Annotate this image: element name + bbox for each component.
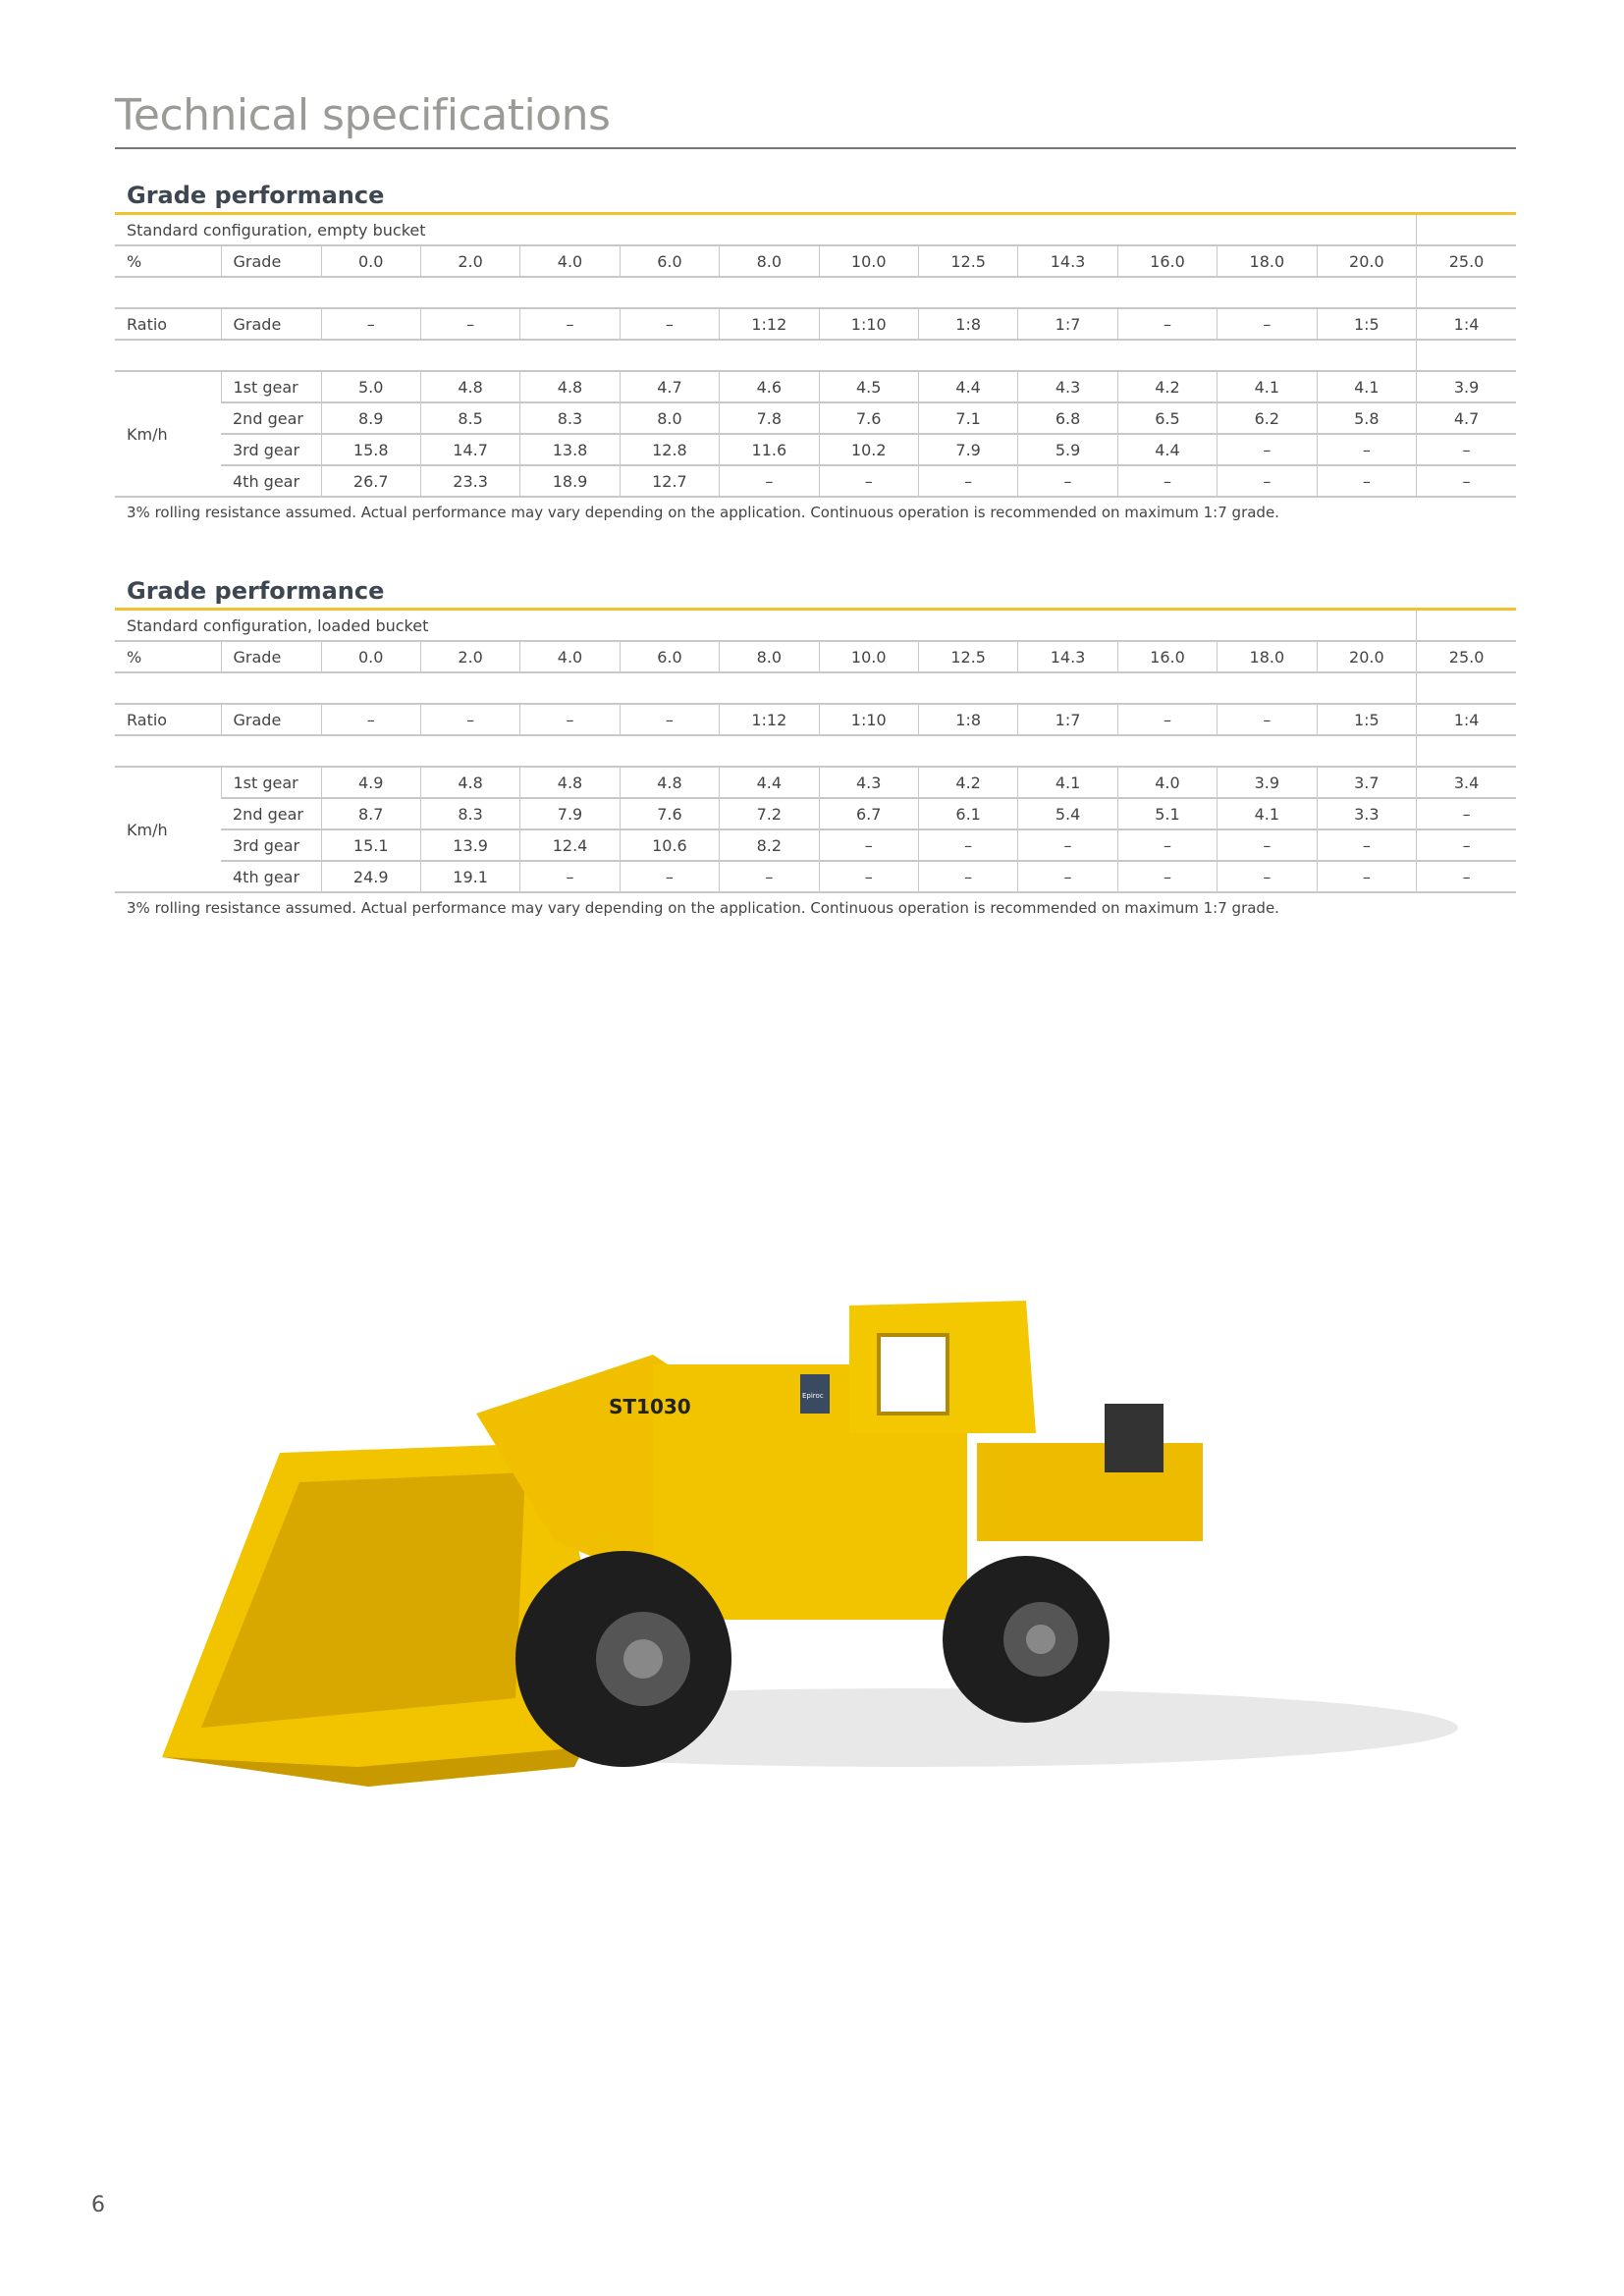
ratio-value: – — [420, 308, 519, 340]
blank-cell — [115, 340, 1417, 371]
speed-value: 14.7 — [420, 434, 519, 465]
row-sublabel: Grade — [221, 308, 321, 340]
speed-value: 4.6 — [720, 371, 819, 402]
speed-value: – — [1218, 861, 1317, 892]
ratio-value: 1:7 — [1018, 308, 1117, 340]
gear-label: 1st gear — [221, 767, 321, 798]
grade-value: 4.0 — [520, 641, 620, 672]
grade-value: 20.0 — [1317, 641, 1417, 672]
speed-value: – — [1117, 829, 1217, 861]
gear-label: 2nd gear — [221, 798, 321, 829]
speed-value: 8.2 — [720, 829, 819, 861]
speed-value: 23.3 — [420, 465, 519, 497]
grade-performance-empty — [115, 179, 1516, 527]
page-title: Technical specifications — [115, 90, 611, 140]
speed-value: 13.9 — [420, 829, 519, 861]
speed-value: – — [1018, 861, 1117, 892]
ratio-value: 1:8 — [918, 704, 1017, 735]
row-label: % — [115, 641, 221, 672]
speed-value: 5.1 — [1117, 798, 1217, 829]
blank-cell — [115, 277, 1417, 308]
speed-value: 4.2 — [1117, 371, 1217, 402]
underground-loader-image — [162, 1296, 1478, 1816]
grade-table — [115, 215, 1516, 498]
gear-row — [115, 861, 1516, 892]
grade-ratio-row — [115, 704, 1516, 735]
table-note: 3% rolling resistance assumed. Actual performance may vary depending on the application. Continuous operation is recommended on maximum 1:7 grade. — [127, 504, 1279, 521]
speed-value: 8.9 — [321, 402, 420, 434]
ratio-value: – — [321, 308, 420, 340]
speed-value: 4.9 — [321, 767, 420, 798]
speed-value: 15.1 — [321, 829, 420, 861]
speed-value: – — [819, 465, 918, 497]
speed-value: 10.6 — [620, 829, 719, 861]
ratio-value: 1:5 — [1317, 308, 1417, 340]
spacer-row — [115, 340, 1516, 371]
speed-value: 3.4 — [1417, 767, 1516, 798]
row-label: Ratio — [115, 704, 221, 735]
grade-value: 4.0 — [520, 245, 620, 277]
ratio-value: – — [1218, 704, 1317, 735]
speed-value: 4.3 — [1018, 371, 1117, 402]
speed-value: – — [1317, 434, 1417, 465]
speed-value: 4.8 — [520, 767, 620, 798]
blank-cell — [1417, 672, 1516, 704]
grade-percent-row — [115, 245, 1516, 277]
speed-value: 7.6 — [819, 402, 918, 434]
row-sublabel: Grade — [221, 641, 321, 672]
section-heading: Grade performance — [127, 182, 385, 209]
speed-value: – — [918, 861, 1017, 892]
spacer-row — [115, 735, 1516, 767]
ratio-value: 1:5 — [1317, 704, 1417, 735]
speed-value: – — [620, 861, 719, 892]
speed-value: 3.9 — [1417, 371, 1516, 402]
speed-value: 15.8 — [321, 434, 420, 465]
speed-value: 4.1 — [1218, 371, 1317, 402]
speed-value: 12.7 — [620, 465, 719, 497]
caption-row — [115, 611, 1516, 641]
speed-value: 6.8 — [1018, 402, 1117, 434]
speed-value: 12.4 — [520, 829, 620, 861]
speed-value: 8.0 — [620, 402, 719, 434]
speed-unit-label: Km/h — [115, 767, 221, 892]
section-heading: Grade performance — [127, 577, 385, 605]
speed-value: 7.1 — [918, 402, 1017, 434]
ratio-value: 1:4 — [1417, 308, 1516, 340]
grade-value: 20.0 — [1317, 245, 1417, 277]
grade-value: 10.0 — [819, 641, 918, 672]
speed-value: 3.3 — [1317, 798, 1417, 829]
speed-value: – — [918, 829, 1017, 861]
speed-value: 8.5 — [420, 402, 519, 434]
speed-value: – — [1317, 829, 1417, 861]
speed-value: 6.2 — [1218, 402, 1317, 434]
ratio-value: – — [321, 704, 420, 735]
grade-value: 0.0 — [321, 641, 420, 672]
grade-value: 16.0 — [1117, 245, 1217, 277]
speed-value: – — [1417, 861, 1516, 892]
speed-value: 4.0 — [1117, 767, 1217, 798]
grade-value: 2.0 — [420, 641, 519, 672]
speed-value: – — [720, 465, 819, 497]
ratio-value: – — [1218, 308, 1317, 340]
ratio-value: 1:12 — [720, 704, 819, 735]
gear-label: 2nd gear — [221, 402, 321, 434]
grade-table — [115, 611, 1516, 893]
grade-value: 12.5 — [918, 641, 1017, 672]
ratio-value: – — [620, 704, 719, 735]
grade-value: 2.0 — [420, 245, 519, 277]
speed-value: 5.4 — [1018, 798, 1117, 829]
speed-value: 4.1 — [1018, 767, 1117, 798]
grade-value: 0.0 — [321, 245, 420, 277]
ratio-value: 1:4 — [1417, 704, 1516, 735]
speed-value: – — [1218, 465, 1317, 497]
speed-value: 5.8 — [1317, 402, 1417, 434]
speed-value: 5.0 — [321, 371, 420, 402]
title-divider — [115, 147, 1516, 149]
speed-value: 19.1 — [420, 861, 519, 892]
gear-row — [115, 434, 1516, 465]
speed-value: 8.3 — [520, 402, 620, 434]
spacer-row — [115, 672, 1516, 704]
blank-cell — [115, 735, 1417, 767]
speed-value: 13.8 — [520, 434, 620, 465]
gear-row — [115, 371, 1516, 402]
speed-value: 3.7 — [1317, 767, 1417, 798]
grade-value: 14.3 — [1018, 245, 1117, 277]
gear-label: 3rd gear — [221, 829, 321, 861]
speed-value: – — [1018, 465, 1117, 497]
speed-value: 4.8 — [420, 767, 519, 798]
ratio-value: – — [620, 308, 719, 340]
speed-value: – — [918, 465, 1017, 497]
table-caption: Standard configuration, loaded bucket — [115, 611, 1417, 641]
blank-cell — [115, 672, 1417, 704]
speed-value: 4.7 — [1417, 402, 1516, 434]
speed-value: – — [720, 861, 819, 892]
blank-cell — [1417, 340, 1516, 371]
speed-value: 7.6 — [620, 798, 719, 829]
speed-value: 4.4 — [720, 767, 819, 798]
ratio-value: 1:12 — [720, 308, 819, 340]
gear-label: 3rd gear — [221, 434, 321, 465]
gear-row — [115, 767, 1516, 798]
speed-value: 7.9 — [918, 434, 1017, 465]
table-caption: Standard configuration, empty bucket — [115, 215, 1417, 245]
grade-percent-row — [115, 641, 1516, 672]
speed-value: 4.8 — [520, 371, 620, 402]
speed-value: 4.8 — [420, 371, 519, 402]
table-note: 3% rolling resistance assumed. Actual performance may vary depending on the application. Continuous operation is recommended on maximum 1:7 grade. — [127, 899, 1279, 917]
speed-value: 6.5 — [1117, 402, 1217, 434]
speed-value: – — [1317, 861, 1417, 892]
ratio-value: 1:10 — [819, 308, 918, 340]
speed-value: 7.9 — [520, 798, 620, 829]
gear-row — [115, 798, 1516, 829]
gear-label: 1st gear — [221, 371, 321, 402]
speed-value: 8.3 — [420, 798, 519, 829]
speed-value: 3.9 — [1218, 767, 1317, 798]
ratio-value: 1:8 — [918, 308, 1017, 340]
grade-value: 14.3 — [1018, 641, 1117, 672]
speed-value: 4.1 — [1218, 798, 1317, 829]
speed-value: – — [1218, 829, 1317, 861]
blank-cell — [1417, 215, 1516, 245]
grade-value: 8.0 — [720, 641, 819, 672]
grade-value: 6.0 — [620, 641, 719, 672]
page-number: 6 — [91, 2193, 105, 2217]
blank-cell — [1417, 611, 1516, 641]
speed-value: – — [1018, 829, 1117, 861]
blank-cell — [1417, 277, 1516, 308]
model-label: ST1030 — [609, 1395, 691, 1418]
speed-value: 4.4 — [918, 371, 1017, 402]
speed-value: 4.2 — [918, 767, 1017, 798]
speed-value: – — [1417, 434, 1516, 465]
speed-value: – — [819, 829, 918, 861]
speed-value: 4.3 — [819, 767, 918, 798]
brand-label: Epiroc — [802, 1392, 824, 1400]
grade-value: 16.0 — [1117, 641, 1217, 672]
speed-value: 6.7 — [819, 798, 918, 829]
speed-value: 26.7 — [321, 465, 420, 497]
speed-value: – — [1117, 861, 1217, 892]
gear-row — [115, 829, 1516, 861]
grade-value: 10.0 — [819, 245, 918, 277]
speed-value: – — [1317, 465, 1417, 497]
ratio-value: – — [520, 704, 620, 735]
speed-value: 10.2 — [819, 434, 918, 465]
speed-value: 7.2 — [720, 798, 819, 829]
speed-value: 8.7 — [321, 798, 420, 829]
row-sublabel: Grade — [221, 245, 321, 277]
spacer-row — [115, 277, 1516, 308]
grade-value: 25.0 — [1417, 245, 1516, 277]
speed-value: 7.8 — [720, 402, 819, 434]
speed-value: – — [1417, 798, 1516, 829]
grade-performance-loaded — [115, 574, 1516, 923]
gear-row — [115, 402, 1516, 434]
speed-value: 4.1 — [1317, 371, 1417, 402]
speed-value: – — [819, 861, 918, 892]
speed-value: 5.9 — [1018, 434, 1117, 465]
speed-value: 4.8 — [620, 767, 719, 798]
ratio-value: – — [1117, 308, 1217, 340]
grade-value: 18.0 — [1218, 245, 1317, 277]
speed-unit-label: Km/h — [115, 371, 221, 497]
gear-row — [115, 465, 1516, 497]
grade-value: 6.0 — [620, 245, 719, 277]
speed-value: – — [520, 861, 620, 892]
speed-value: 4.4 — [1117, 434, 1217, 465]
caption-row — [115, 215, 1516, 245]
grade-value: 8.0 — [720, 245, 819, 277]
row-label: % — [115, 245, 221, 277]
row-label: Ratio — [115, 308, 221, 340]
speed-value: – — [1117, 465, 1217, 497]
speed-value: – — [1417, 829, 1516, 861]
speed-value: 4.5 — [819, 371, 918, 402]
ratio-value: – — [1117, 704, 1217, 735]
gear-label: 4th gear — [221, 861, 321, 892]
ratio-value: 1:10 — [819, 704, 918, 735]
speed-value: 24.9 — [321, 861, 420, 892]
speed-value: 6.1 — [918, 798, 1017, 829]
grade-value: 12.5 — [918, 245, 1017, 277]
speed-value: 4.7 — [620, 371, 719, 402]
speed-value: 18.9 — [520, 465, 620, 497]
grade-ratio-row — [115, 308, 1516, 340]
blank-cell — [1417, 735, 1516, 767]
speed-value: – — [1218, 434, 1317, 465]
ratio-value: – — [420, 704, 519, 735]
ratio-value: 1:7 — [1018, 704, 1117, 735]
speed-value: 12.8 — [620, 434, 719, 465]
speed-value: – — [1417, 465, 1516, 497]
grade-value: 25.0 — [1417, 641, 1516, 672]
row-sublabel: Grade — [221, 704, 321, 735]
speed-value: 11.6 — [720, 434, 819, 465]
gear-label: 4th gear — [221, 465, 321, 497]
ratio-value: – — [520, 308, 620, 340]
grade-value: 18.0 — [1218, 641, 1317, 672]
